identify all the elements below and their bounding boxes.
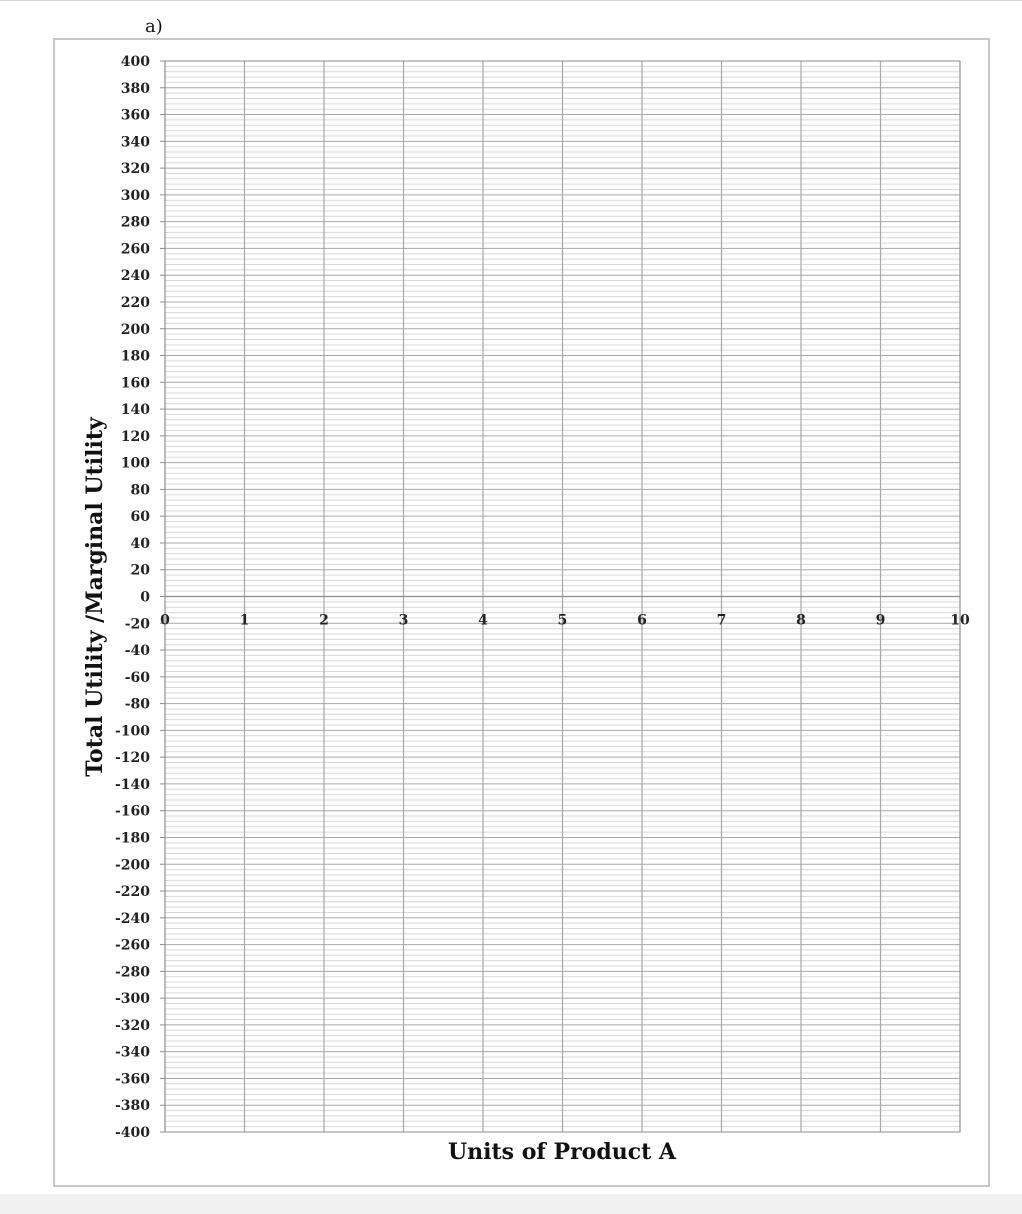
y-axis-title: Total Utility /Marginal Utility (82, 417, 108, 777)
y-axis-tick-labels (115, 54, 150, 1141)
y-tick-label: 200 (120, 321, 150, 338)
y-tick-label: 260 (120, 241, 150, 258)
y-tick-label: 300 (120, 187, 150, 204)
y-tick-label: -240 (114, 910, 150, 927)
x-tick-label: 5 (557, 612, 568, 629)
y-tick-label: 20 (130, 562, 150, 579)
x-tick-label: 2 (319, 612, 329, 629)
y-tick-label: -220 (114, 884, 150, 901)
y-tick-label: -160 (114, 803, 150, 820)
x-tick-label: 4 (478, 612, 488, 629)
y-tick-label: 380 (120, 80, 150, 97)
y-tick-label: 360 (120, 107, 150, 124)
y-tick-label: 220 (120, 294, 150, 311)
y-tick-label: -180 (114, 830, 150, 847)
y-tick-label: -100 (114, 723, 150, 740)
y-tick-label: 180 (120, 348, 150, 365)
y-tick-label: -400 (114, 1125, 150, 1141)
x-tick-label: 3 (398, 612, 409, 629)
part-label: a) (145, 16, 163, 37)
y-tick-label: -60 (124, 669, 150, 686)
y-tick-label: -140 (114, 776, 150, 793)
x-axis-tick-labels (160, 613, 970, 629)
y-tick-label: 320 (120, 161, 150, 178)
y-tick-label: 60 (130, 509, 150, 526)
y-tick-label: 100 (120, 455, 150, 472)
x-tick-label: 8 (796, 612, 806, 629)
y-tick-label: -300 (114, 991, 150, 1008)
y-tick-label: 40 (130, 535, 150, 552)
y-tick-label: -120 (114, 750, 150, 767)
x-tick-label: 1 (239, 612, 250, 629)
x-tick-label: 6 (637, 612, 647, 629)
y-tick-label: 80 (130, 482, 150, 499)
y-tick-label: 280 (120, 214, 150, 231)
y-tick-label: -260 (114, 937, 150, 954)
y-tick-label: -80 (124, 696, 150, 713)
x-axis-title: Units of Product A (447, 1139, 677, 1165)
y-tick-label: 140 (120, 402, 150, 419)
x-tick-label: 0 (160, 612, 170, 629)
y-tick-label: -340 (114, 1044, 150, 1061)
y-tick-label: 240 (120, 268, 150, 285)
x-tick-label: 7 (716, 612, 727, 629)
y-tick-label: 400 (120, 54, 150, 70)
y-tick-label: -380 (114, 1098, 150, 1115)
y-tick-label: 120 (120, 428, 150, 445)
y-tick-label: -40 (124, 643, 150, 660)
y-tick-label: -200 (114, 857, 150, 874)
x-tick-label: 10 (950, 612, 970, 629)
x-tick-label: 9 (875, 612, 886, 629)
y-tick-label: -360 (114, 1071, 150, 1088)
utility-chart (0, 1, 1022, 1194)
y-tick-label: -20 (124, 616, 150, 633)
y-tick-label: 160 (120, 375, 150, 392)
y-tick-label: -280 (114, 964, 150, 981)
y-tick-label: -320 (114, 1017, 150, 1034)
y-tick-label: 340 (120, 134, 150, 151)
y-tick-label: 0 (140, 589, 150, 606)
